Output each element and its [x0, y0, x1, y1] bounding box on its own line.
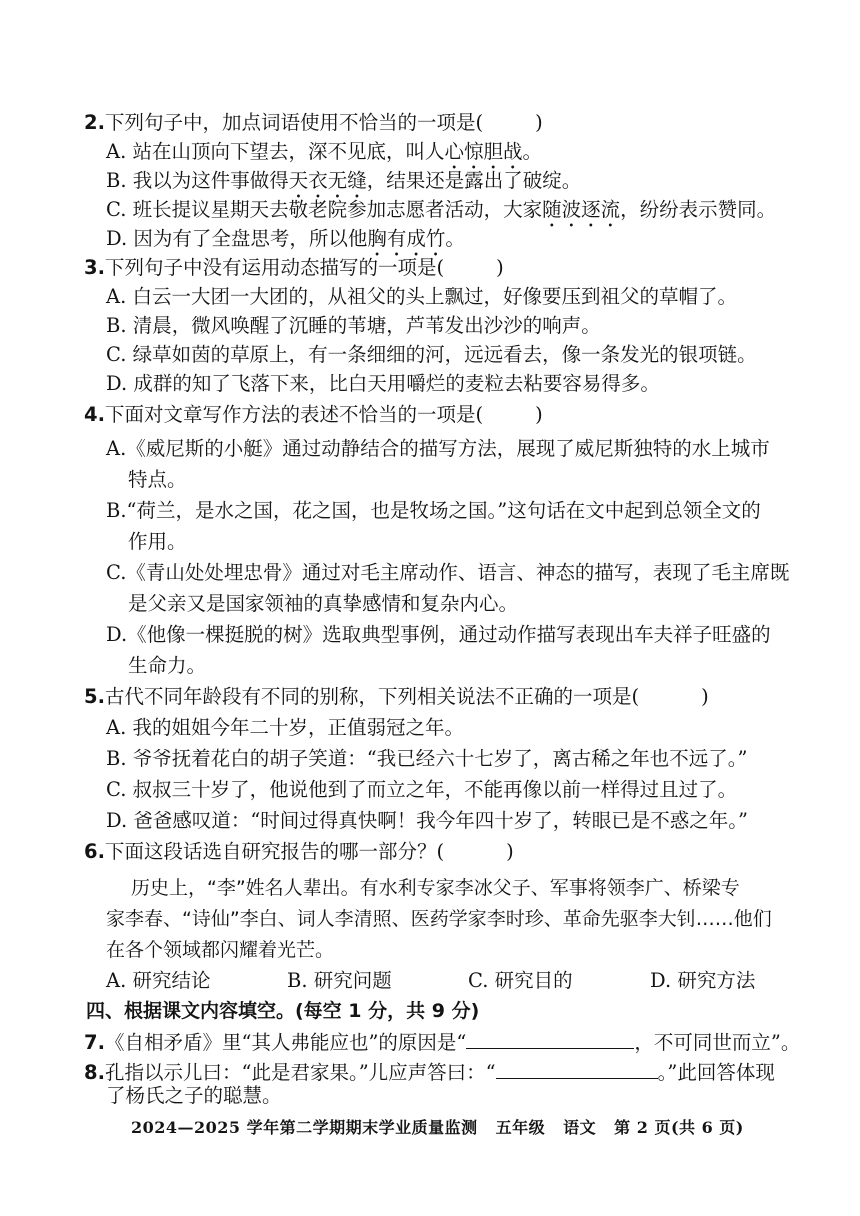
option-c-continued: 是父亲又是国家领袖的真挚感情和复杂内心。	[128, 592, 519, 615]
question-number: 4.	[84, 403, 105, 426]
option-a: A. 我的姐姐今年二十岁，正值弱冠之年。	[106, 716, 464, 739]
option-text: ，结果还是露出了破绽。	[366, 169, 582, 192]
page-footer	[131, 1115, 744, 1141]
question-8-continued: 了杨氏之子的聪慧。	[106, 1084, 282, 1107]
option-c: C.《青山处处埋忠骨》通过对毛主席动作、语言、神态的描写，表现了毛主席既	[106, 561, 790, 584]
option-text: B. 我以为这件事做得	[106, 169, 289, 192]
option-c: C. 绿草如茵的草原上，有一条细细的河，远远看去，像一条发光的银项链。	[106, 343, 757, 366]
dotted-word: 随波逐流	[542, 198, 621, 221]
option-b: B. 清晨，微风唤醒了沉睡的苇塘，芦苇发出沙沙的响声。	[106, 314, 601, 337]
dotted-word: 心惊胆战	[444, 140, 523, 163]
option-text: D. 因为有了全盘思考，所以他	[106, 227, 368, 250]
option-d: D. 成群的知了飞落下来，比白天用嚼烂的麦粒去粘要容易得多。	[106, 372, 660, 395]
option-d: D.《他像一棵挺脱的树》选取典型事例，通过动作描写表现出车夫祥子旺盛的	[106, 623, 771, 646]
answer-paren-close: )	[496, 256, 504, 279]
option-text: A. 站在山顶向下望去，深不见底，叫人	[106, 140, 445, 163]
option-b: B.“荷兰，是水之国，花之国，也是牧场之国。”这句话在文中起到总领全文的	[106, 499, 761, 522]
option-a: A. 研究结论	[106, 969, 211, 992]
option-d-continued: 生命力。	[128, 654, 207, 677]
fill-blank[interactable]	[496, 1058, 658, 1079]
question-text: 下面对文章写作方法的表述不恰当的一项是(	[104, 403, 484, 426]
option-d: D. 研究方法	[650, 969, 756, 992]
question-number: 6.	[84, 840, 105, 863]
option-b-continued: 作用。	[128, 530, 187, 553]
question-text: 《自相矛盾》里“其人弗能应也”的原因是“	[104, 1031, 467, 1054]
option-a: A. 白云一大团一大团的，从祖父的头上飘过，好像要压到祖父的草帽了。	[106, 285, 737, 308]
section-heading: 四、根据课文内容填空。(每空 1 分，共 9 分)	[86, 1000, 480, 1022]
option-c: C. 研究目的	[468, 969, 573, 992]
question-text: 下列句子中没有运用动态描写的一项是(	[104, 256, 445, 279]
page-number: 第 2 页(共 6 页)	[614, 1118, 744, 1137]
question-number: 8.	[84, 1061, 105, 1084]
subject-label: 语文	[563, 1118, 597, 1137]
option-text: C. 班长提议星期天去敬老院参加志愿者活动，大家	[106, 198, 543, 221]
passage-line: 在各个领域都闪耀着光芒。	[106, 939, 335, 961]
answer-paren-close: )	[535, 403, 543, 426]
passage-line: 历史上，“李”姓名人辈出。有水利专家李冰父子、军事将领李广、桥梁专	[131, 877, 740, 899]
option-b: B. 爷爷抚着花白的胡子笑道：“我已经六十七岁了，离古稀之年也不远了。”	[106, 747, 748, 770]
answer-paren-close: )	[535, 111, 543, 134]
option-text: 。	[522, 140, 543, 163]
question-number: 7.	[84, 1031, 105, 1054]
question-number: 3.	[84, 256, 105, 279]
option-b: B. 研究问题	[287, 969, 392, 992]
question-2-stem	[84, 110, 543, 136]
question-text: ，不可同世而立”。	[634, 1031, 801, 1054]
question-6-stem	[84, 839, 514, 865]
question-number: 2.	[84, 111, 105, 134]
option-a-continued: 特点。	[128, 468, 187, 491]
option-a: A.《威尼斯的小艇》通过动静结合的描写方法，展现了威尼斯独特的水上城市	[106, 437, 770, 460]
option-d: D. 爸爸感叹道：“时间过得真快啊！我今年四十岁了，转眼已是不惑之年。”	[106, 809, 749, 832]
question-4-stem	[84, 402, 543, 428]
option-text: ，纷纷表示赞同。	[620, 198, 777, 221]
question-text: 下面这段话选自研究报告的哪一部分？(	[104, 840, 445, 863]
dotted-word: 胸有成竹	[367, 227, 446, 250]
answer-paren-close: )	[506, 840, 514, 863]
question-number: 5.	[84, 685, 105, 708]
question-text: 下列句子中，加点词语使用不恰当的一项是(	[104, 111, 484, 134]
exam-title: 2024—2025 学年第二学期期末学业质量监测	[131, 1118, 478, 1137]
option-c: C. 叔叔三十岁了，他说他到了而立之年，不能再像以前一样得过且过了。	[106, 778, 738, 801]
question-text: 。”此回答体现	[657, 1061, 775, 1084]
fill-blank[interactable]	[466, 1028, 634, 1049]
option-text: 。	[445, 227, 465, 250]
question-7	[84, 1028, 800, 1056]
question-text: 古代不同年龄段有不同的别称，下列相关说法不正确的一项是(	[104, 685, 640, 708]
question-text: 孔指以示儿曰：“此是君家果。”儿应声答曰：“	[104, 1061, 496, 1084]
grade-label: 五年级	[495, 1118, 546, 1137]
question-3-stem	[84, 255, 504, 281]
question-8	[84, 1058, 775, 1086]
answer-paren-close: )	[701, 685, 709, 708]
question-5-stem	[84, 684, 709, 710]
passage-line: 家李春、“诗仙”李白、词人李清照、医药学家李时珍、革命先驱李大钊……他们	[106, 908, 772, 930]
dotted-word: 天衣无缝	[288, 169, 367, 192]
